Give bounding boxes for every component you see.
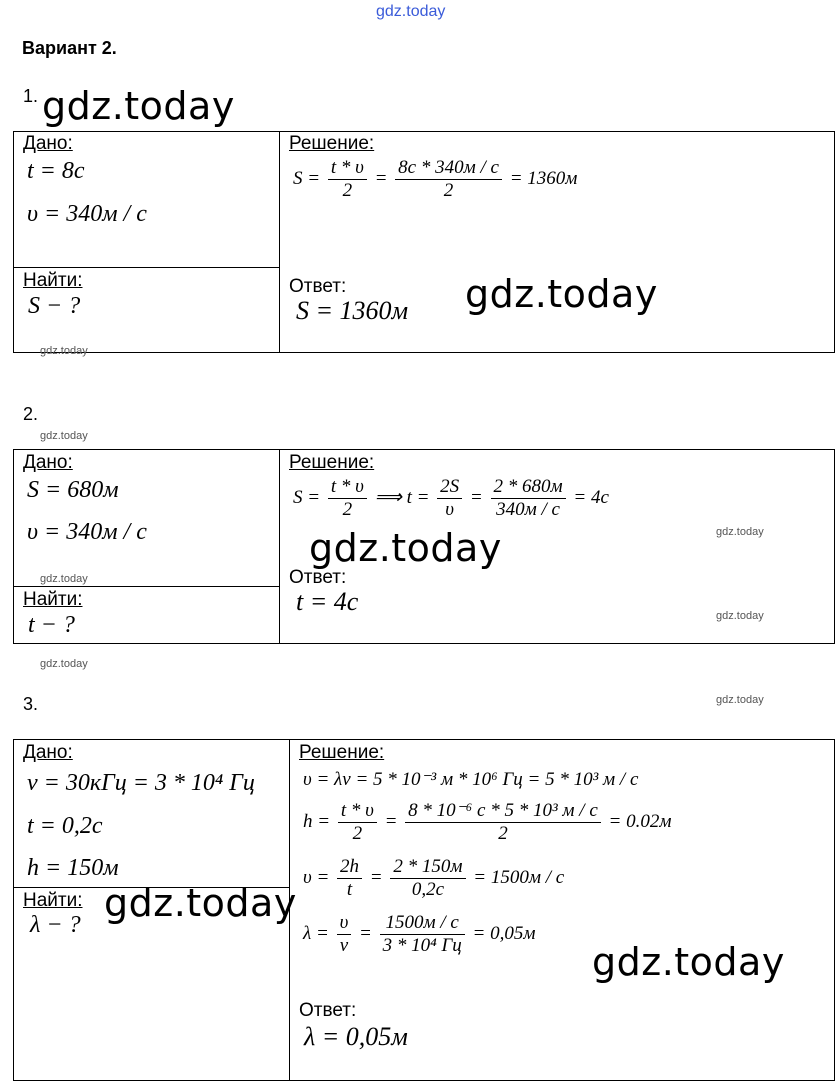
problem2-given-label: Дано:	[23, 452, 73, 473]
problem2-solution-formula: S = $\frac{t * \upsilon}{2}$ ⟹ t = $\frac{2S}{\upsilon}$ = $\frac{2 * 680м}{340м / c}$ = 4c	[293, 476, 609, 520]
problem2-number: 2.	[23, 404, 39, 424]
problem3-answer-label: Ответ:	[299, 1000, 357, 1021]
watermark-large: gdz.today	[309, 526, 502, 570]
problem3-find: λ − ?	[30, 912, 81, 938]
problem2-given-1: S = 680м	[27, 477, 119, 503]
watermark-small: gdz.today	[716, 526, 764, 538]
problem1-given-label: Дано:	[23, 133, 73, 154]
problem1-given-2: υ = 340м / c	[27, 201, 147, 227]
problem3-answer: λ = 0,05м	[304, 1022, 408, 1051]
problem1-number: 1.	[23, 86, 39, 106]
problem2-answer-label: Ответ:	[289, 567, 347, 588]
watermark-small: gdz.today	[40, 658, 88, 670]
watermark-large: gdz.today	[465, 272, 658, 316]
page-title: Вариант 2.	[22, 38, 117, 58]
watermark-top: gdz.today	[376, 3, 446, 20]
problem1-answer: S = 1360м	[296, 296, 409, 325]
watermark-large: gdz.today	[104, 881, 297, 925]
problem3-line-2: h = $\frac{t * \upsilon}{2}$ = $\frac{\text{8 * 10⁻⁶ c * 5 * 10³ м / c}}{2}$ = 0.02м	[303, 800, 672, 844]
watermark-large: gdz.today	[42, 84, 235, 128]
problem3-line-4: λ = $\frac{\upsilon}{\nu}$ = $\frac{1500м / c}{\text{3 * 10⁴ Гц}}$ = 0,05м	[303, 912, 536, 956]
problem3-given-3: h = 150м	[27, 855, 119, 881]
problem3-given-2: t = 0,2c	[27, 813, 103, 839]
problem2-given-find-divider	[13, 586, 279, 587]
problem3-given-label: Дано:	[23, 742, 73, 763]
problem3-line-3: υ = $\frac{2h}{t}$ = $\frac{2 * 150м}{0,2c}$ = 1500м / c	[303, 856, 565, 900]
problem1-solution-formula: S = $\frac{t * \upsilon}{2}$ = $\frac{8c * 340м / c}{2}$ = 1360м	[293, 157, 578, 201]
problem2-given-2: υ = 340м / c	[27, 519, 147, 545]
watermark-small: gdz.today	[40, 430, 88, 442]
problem1-divider	[279, 131, 280, 353]
problem3-given-1: ν = 30кГц = 3 * 10⁴ Гц	[27, 770, 255, 796]
problem3-number: 3.	[23, 694, 39, 714]
problem3-find-label: Найти:	[23, 890, 83, 911]
problem2-divider	[279, 449, 280, 644]
problem1-find: S − ?	[28, 293, 81, 319]
problem2-solution-label: Решение:	[289, 452, 375, 473]
problem2-find: t − ?	[28, 612, 75, 638]
problem1-given-1: t = 8c	[27, 158, 85, 184]
watermark-large: gdz.today	[592, 940, 785, 984]
watermark-small: gdz.today	[716, 610, 764, 622]
problem2-answer: t = 4c	[296, 587, 359, 616]
problem1-given-find-divider	[13, 267, 279, 268]
problem2-find-label: Найти:	[23, 589, 83, 610]
problem3-line-1: υ = λν = 5 * 10⁻³ м * 10⁶ Гц = 5 * 10³ м / c	[303, 769, 639, 790]
problem1-answer-label: Ответ:	[289, 276, 347, 297]
watermark-small: gdz.today	[40, 573, 88, 585]
problem1-find-label: Найти:	[23, 270, 83, 291]
problem3-solution-label: Решение:	[299, 742, 385, 763]
watermark-small: gdz.today	[716, 694, 764, 706]
watermark-small: gdz.today	[40, 345, 88, 357]
problem1-solution-label: Решение:	[289, 133, 375, 154]
